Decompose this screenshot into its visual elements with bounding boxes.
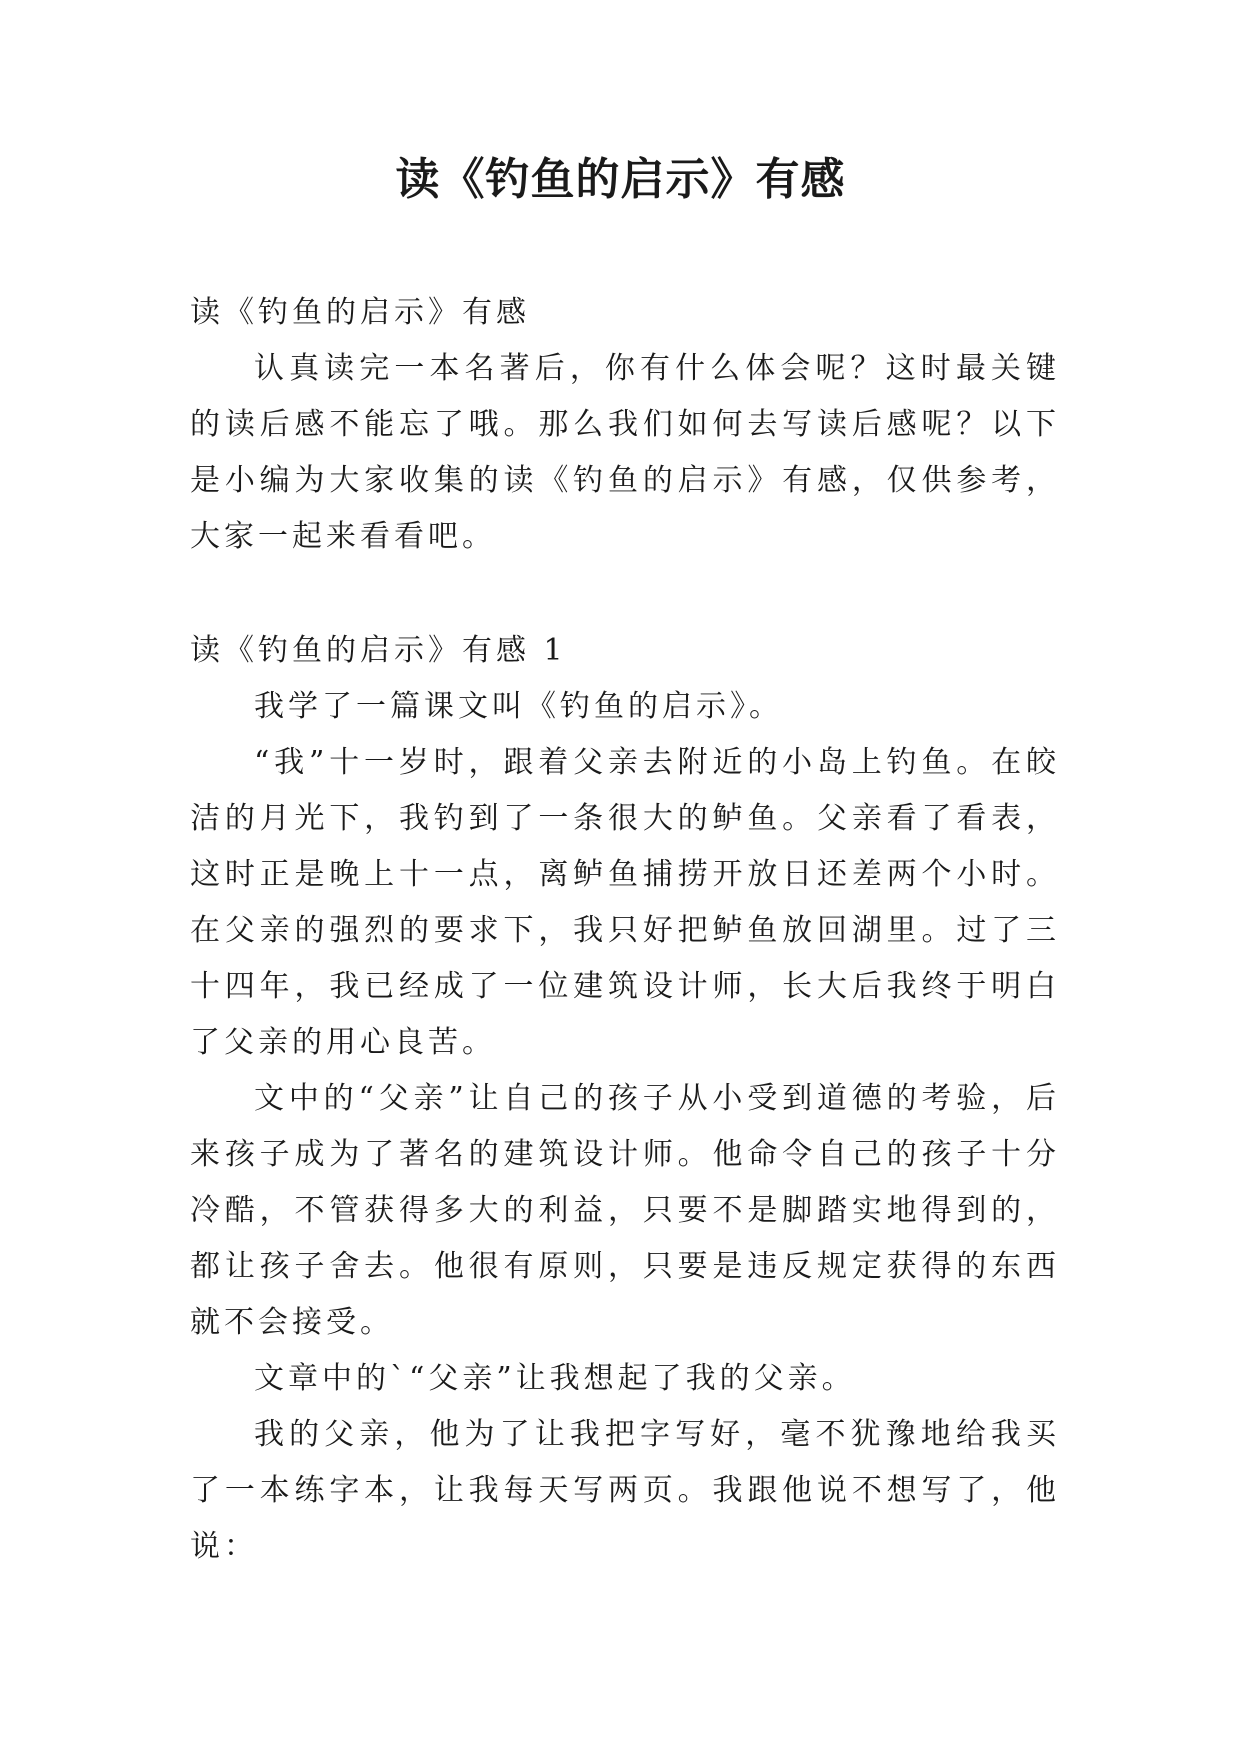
section-heading: 读《钓鱼的启示》有感 1 — [190, 633, 567, 668]
document-title: 读《钓鱼的启示》有感 — [395, 154, 846, 205]
body-paragraph: 文章中的`“父亲”让我想起了我的父亲。 — [254, 1361, 856, 1396]
body-paragraph: 我学了一篇课文叫《钓鱼的启示》。 — [254, 689, 783, 724]
body-paragraph: 我的父亲，他为了让我把字写好，毫不犹豫地给我买了一本练字本，让我每天写两页。我跟他说不想写了，他说： — [190, 1417, 1060, 1564]
body-paragraph: “我”十一岁时，跟着父亲去附近的小岛上钓鱼。在皎洁的月光下，我钓到了一条很大的鲈鱼。父亲看了看表，这时正是晚上十一点，离鲈鱼捕捞开放日还差两个小时。在父亲的强烈的要求下，我只好把鲈鱼放回湖里。过了三十四年，我已经成了一位建筑设计师，长大后我终于明白了父亲的用心良苦。 — [190, 745, 1060, 1060]
body-paragraph: 文中的“父亲”让自己的孩子从小受到道德的考验，后来孩子成为了著名的建筑设计师。他命令自己的孩子十分冷酷，不管获得多大的利益，只要不是脚踏实地得到的，都让孩子舍去。他很有原则，只要是违反规定获得的东西就不会接受。 — [190, 1081, 1060, 1340]
intro-heading: 读《钓鱼的启示》有感 — [190, 295, 530, 330]
document-body — [190, 285, 1060, 1575]
intro-paragraph: 认真读完一本名著后，你有什么体会呢？这时最关键的读后感不能忘了哦。那么我们如何去写读后感呢？以下是小编为大家收集的读《钓鱼的启示》有感，仅供参考，大家一起来看看吧。 — [190, 351, 1060, 554]
